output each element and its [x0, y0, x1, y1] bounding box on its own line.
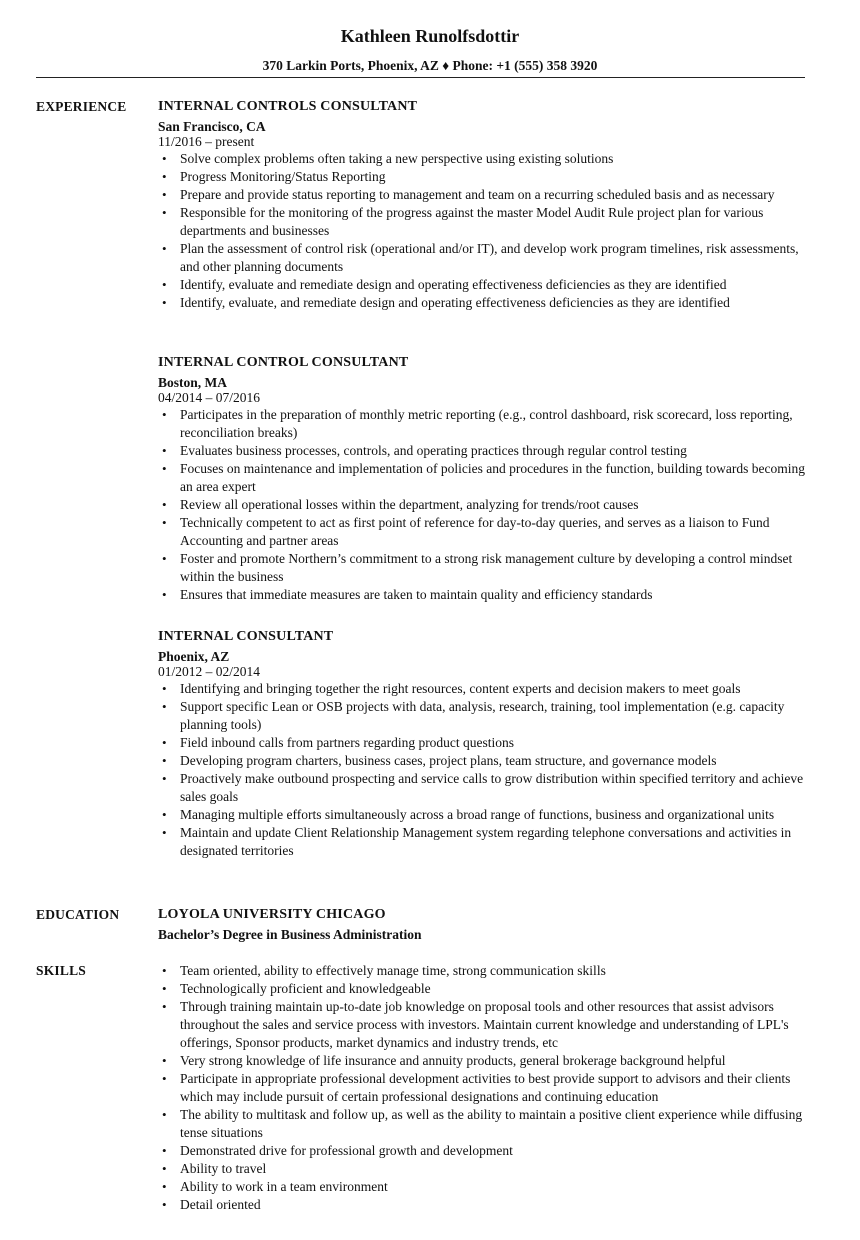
list-item: • Participates in the preparation of monthly metric reporting (e.g., control dashboard, risk scorecard, loss reporting, reconciliation breaks): [158, 406, 808, 442]
list-item: • Progress Monitoring/Status Reporting: [158, 168, 808, 186]
list-item: • Evaluates business processes, controls, and operating practices through regular control testing: [158, 442, 808, 460]
job-dates: 04/2014 – 07/2016: [158, 390, 261, 405]
list-item: • Technically competent to act as first point of reference for day-to-day queries, and serves as a liaison to Fund Accounting and partner areas: [158, 514, 808, 550]
list-item: • Support specific Lean or OSB projects with data, analysis, research, training, tool implementation (e.g. capacity planning tools): [158, 698, 808, 734]
list-item: • Review all operational losses within the department, analyzing for trends/root causes: [158, 496, 808, 514]
list-item: • Identifying and bringing together the right resources, content experts and decision makers to meet goals: [158, 680, 808, 698]
job-location: Phoenix, AZ: [158, 649, 230, 664]
skills-heading: SKILLS: [36, 963, 86, 978]
contact-line: 370 Larkin Ports, Phoenix, AZ ♦ Phone: +1 (555) 358 3920: [262, 58, 598, 73]
job-bullet-list: [158, 150, 808, 312]
list-item: • Responsible for the monitoring of the progress against the master Model Audit Rule project plan for various departments and businesses: [158, 204, 808, 240]
list-item: • Prepare and provide status reporting to management and team on a recurring scheduled basis and as necessary: [158, 186, 808, 204]
list-item: • Foster and promote Northern’s commitment to a strong risk management culture by developing a control mindset within the business: [158, 550, 808, 586]
experience-heading: EXPERIENCE: [36, 99, 127, 114]
list-item: • Identify, evaluate and remediate design and operating effectiveness deficiencies as they are identified: [158, 276, 808, 294]
job-location: San Francisco, CA: [158, 119, 266, 134]
skills-bullet-list: [158, 962, 808, 1214]
list-item: • Technologically proficient and knowledgeable: [158, 980, 808, 998]
degree-name: Bachelor’s Degree in Business Administration: [158, 927, 422, 942]
list-item: • Focuses on maintenance and implementation of policies and procedures in the function, building towards becoming an area expert: [158, 460, 808, 496]
school-name: LOYOLA UNIVERSITY CHICAGO: [158, 907, 386, 922]
list-item: • Participate in appropriate professional development activities to best provide support to advisors and their clients which may include pursuit of certain professional designations and continuing education: [158, 1070, 808, 1106]
job-bullet-list: [158, 406, 808, 604]
list-item: • Team oriented, ability to effectively manage time, strong communication skills: [158, 962, 808, 980]
list-item: • Managing multiple efforts simultaneously across a broad range of functions, business and organizational units: [158, 806, 808, 824]
candidate-name: Kathleen Runolfsdottir: [340, 26, 520, 46]
job-title: INTERNAL CONSULTANT: [158, 629, 334, 644]
list-item: • Plan the assessment of control risk (operational and/or IT), and develop work program timelines, risk assessments, and other planning documents: [158, 240, 808, 276]
list-item: • Detail oriented: [158, 1196, 808, 1214]
list-item: • Proactively make outbound prospecting and service calls to grow distribution within specified territory and achieve sales goals: [158, 770, 808, 806]
job-dates: 01/2012 – 02/2014: [158, 664, 261, 679]
list-item: • Ability to work in a team environment: [158, 1178, 808, 1196]
education-heading: EDUCATION: [36, 907, 120, 922]
list-item: • Identify, evaluate, and remediate design and operating effectiveness deficiencies as they are identified: [158, 294, 808, 312]
list-item: • Ensures that immediate measures are taken to maintain quality and efficiency standards: [158, 586, 808, 604]
header-divider: [36, 77, 805, 78]
list-item: • Very strong knowledge of life insurance and annuity products, general brokerage background helpful: [158, 1052, 808, 1070]
list-item: • Solve complex problems often taking a new perspective using existing solutions: [158, 150, 808, 168]
job-location: Boston, MA: [158, 375, 228, 390]
job-bullet-list: [158, 680, 808, 860]
job-dates: 11/2016 – present: [158, 134, 255, 149]
list-item: • Field inbound calls from partners regarding product questions: [158, 734, 808, 752]
job-title: INTERNAL CONTROL CONSULTANT: [158, 355, 409, 370]
list-item: • Developing program charters, business cases, project plans, team structure, and governance models: [158, 752, 808, 770]
list-item: • Demonstrated drive for professional growth and development: [158, 1142, 808, 1160]
list-item: • Maintain and update Client Relationship Management system regarding telephone conversations and activities in designated territories: [158, 824, 808, 860]
job-title: INTERNAL CONTROLS CONSULTANT: [158, 99, 418, 114]
list-item: • Through training maintain up-to-date job knowledge on proposal tools and other resources that assist advisors throughout the sales and service process with investors. Maintain current knowledge and understanding of LPL's offerings, Sponsor products, market dynamics and industry trends, etc: [158, 998, 808, 1052]
list-item: • Ability to travel: [158, 1160, 808, 1178]
list-item: • The ability to multitask and follow up, as well as the ability to maintain a positive client experience while diffusing tense situations: [158, 1106, 808, 1142]
